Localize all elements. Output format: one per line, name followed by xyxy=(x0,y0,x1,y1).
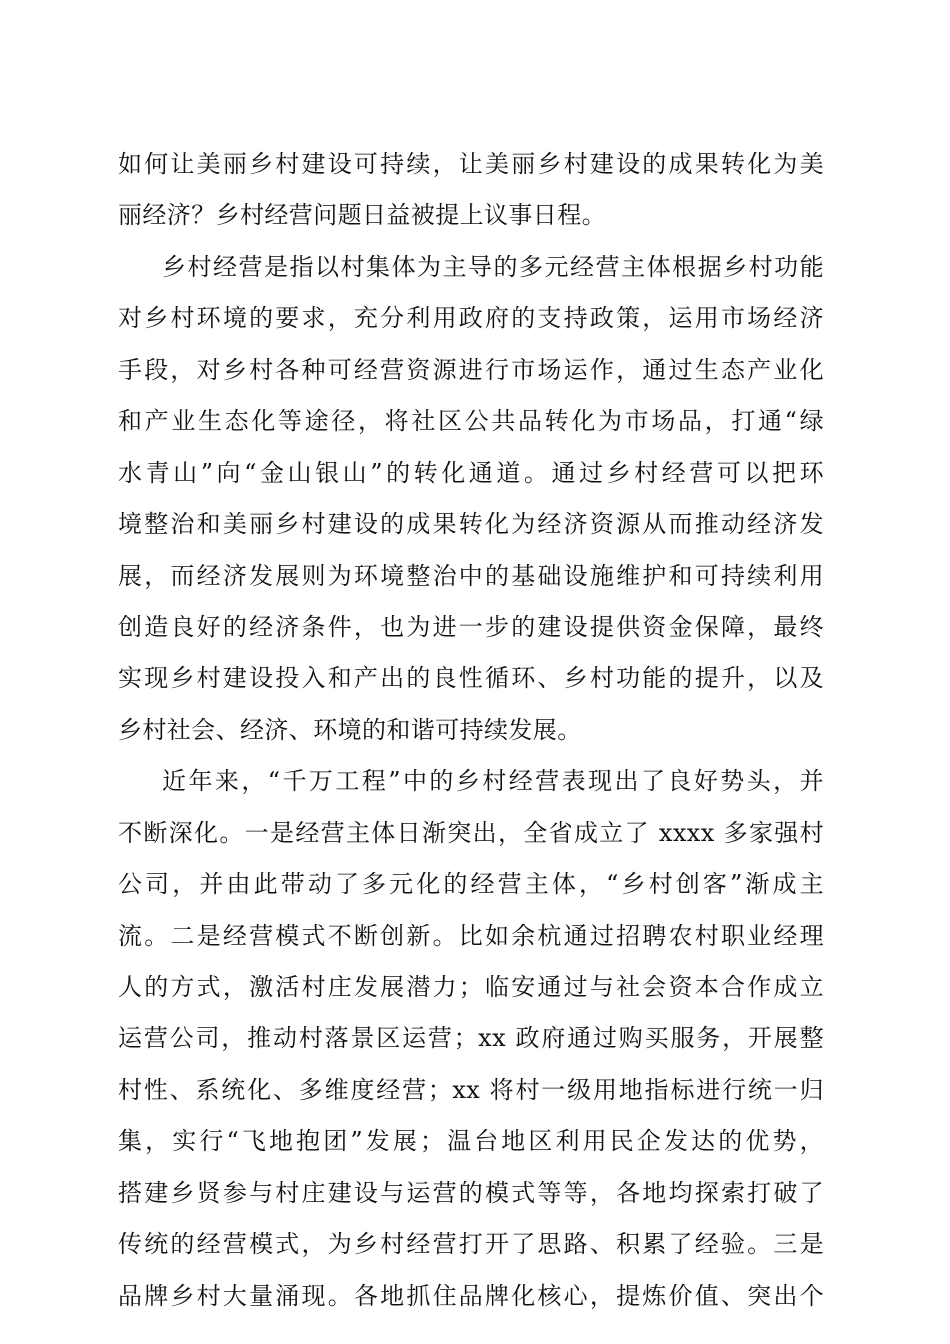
text-line: 如何让美丽乡村建设可持续，让美丽乡村建设的成果转化为美 xyxy=(118,150,824,178)
text-line: 运营公司，推动村落景区运营；xx 政府通过购买服务，开展整 xyxy=(118,1024,824,1053)
text-line: 水青山”向“金山银山”的转化通道。通过乡村经营可以把环 xyxy=(118,458,824,487)
text-line: 丽经济？乡村经营问题日益被提上议事日程。 xyxy=(118,201,606,230)
text-line: 公司，并由此带动了多元化的经营主体，“乡村创客”渐成主 xyxy=(118,870,824,899)
text-line: 乡村社会、经济、环境的和谐可持续发展。 xyxy=(118,715,582,744)
text-line: 村性、系统化、多维度经营；xx 将村一级用地指标进行统一归 xyxy=(118,1075,824,1104)
text-line: 品牌乡村大量涌现。各地抓住品牌化核心，提炼价值、突出个 xyxy=(118,1281,824,1310)
text-line: 传统的经营模式，为乡村经营打开了思路、积累了经验。三是 xyxy=(118,1230,824,1259)
text-line: 实现乡村建设投入和产出的良性循环、乡村功能的提升，以及 xyxy=(118,664,824,693)
text-line: 境整治和美丽乡村建设的成果转化为经济资源从而推动经济发 xyxy=(118,510,824,539)
text-line: 和产业生态化等途径，将社区公共品转化为市场品，打通“绿 xyxy=(118,407,824,436)
document-body xyxy=(118,139,824,1322)
text-line: 集，实行“飞地抱团”发展；温台地区利用民企发达的优势， xyxy=(118,1127,824,1156)
paragraph-2 xyxy=(118,242,824,756)
text-line: 展，而经济发展则为环境整治中的基础设施维护和可持续利用 xyxy=(118,561,824,590)
text-line: 搭建乡贤参与村庄建设与运营的模式等等，各地均探索打破了 xyxy=(118,1178,824,1207)
text-line: 对乡村环境的要求，充分利用政府的支持政策，运用市场经济 xyxy=(118,304,824,333)
paragraph-3 xyxy=(118,756,824,1322)
text-line: 手段，对乡村各种可经营资源进行市场运作，通过生态产业化 xyxy=(118,355,824,384)
paragraph-1 xyxy=(118,139,824,242)
text-line: 近年来，“千万工程”中的乡村经营表现出了良好势头，并 xyxy=(162,767,824,796)
text-line: 创造良好的经济条件，也为进一步的建设提供资金保障，最终 xyxy=(118,612,824,641)
text-line: 不断深化。一是经营主体日渐突出，全省成立了 xxxx 多家强村 xyxy=(118,818,824,847)
text-line: 乡村经营是指以村集体为主导的多元经营主体根据乡村功能 xyxy=(162,252,824,281)
text-line: 人的方式，激活村庄发展潜力；临安通过与社会资本合作成立 xyxy=(118,973,824,1001)
text-line: 流。二是经营模式不断创新。比如余杭通过招聘农村职业经理 xyxy=(118,921,824,950)
